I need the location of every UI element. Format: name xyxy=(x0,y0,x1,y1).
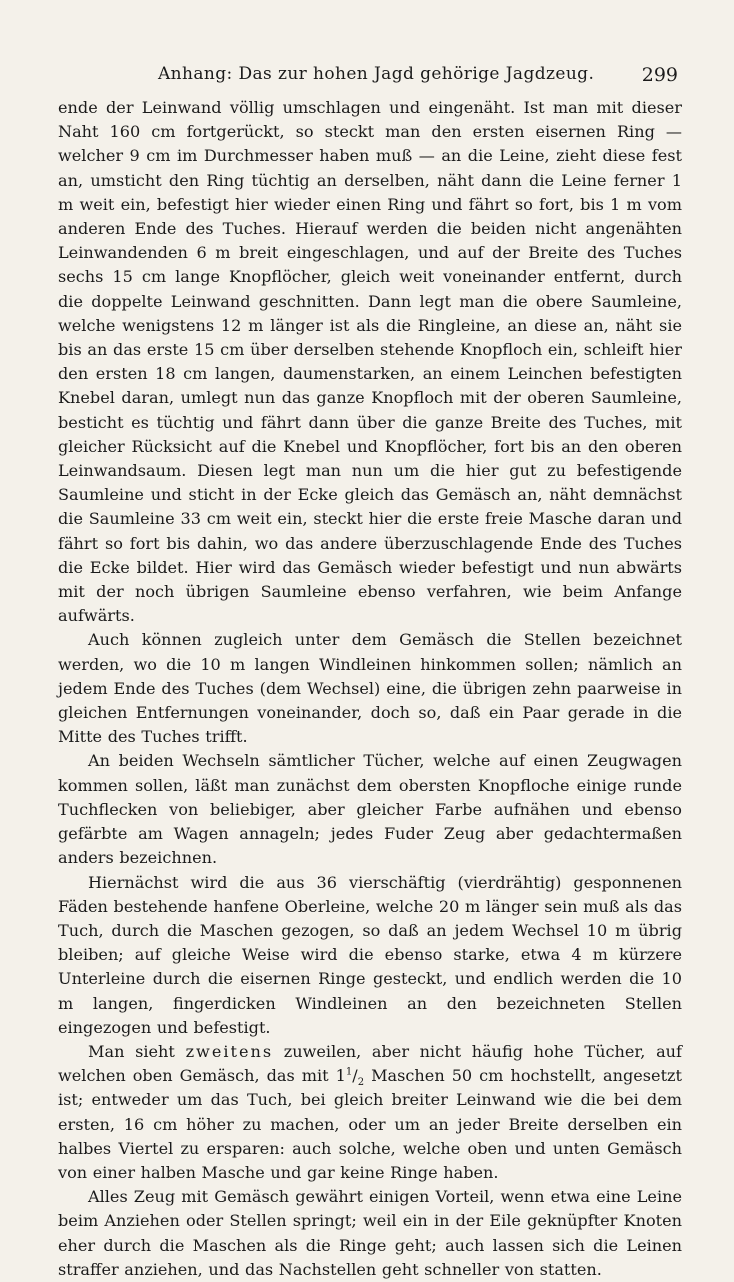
paragraph-5-end: Maschen 50 cm hochstellt, angesetzt ist; entweder um das Tuch, bei gleich breiter Leinwand wie die bei dem ersten, 16 cm höher zu machen, oder um an jeder Breite derselben ein halbes Viertel zu ersparen: auch solche, welche oben und unten Gemäsch von einer halben Masche und gar keine Ringe haben. xyxy=(58,1066,683,1182)
body-text xyxy=(58,96,682,1282)
paragraph-5-start: Man sieht xyxy=(88,1041,186,1061)
fraction-numerator: 1 xyxy=(345,1066,353,1078)
emphasized-word: zweitens xyxy=(185,1041,274,1061)
paragraph-5-middle: zuweilen, aber nicht häufig hohe Tücher, auf welchen oben Gemäsch, das mit 1 xyxy=(58,1041,683,1086)
paragraph-5 xyxy=(58,1040,682,1185)
page-number: 299 xyxy=(641,64,678,86)
paragraph-2: Auch können zugleich unter dem Gemäsch die Stellen bezeichnet werden, wo die 10 m langen Windleinen hinkommen sollen; nämlich an jedem Ende des Tuches (dem Wechsel) eine, die übrigen zehn paarweise in gleichen Entfernungen voneinander, doch so, daß ein Paar gerade in die Mitte des Tuches trifft. xyxy=(58,630,682,747)
paragraph-6: Alles Zeug mit Gemäsch gewährt einigen Vorteil, wenn etwa eine Leine beim Anziehen oder Stellen springt; weil ein in der Eile geknüpfter Knoten eher durch die Maschen als die Ringe geht; auch lassen sich die Leinen straffer anziehen, und das Nachstellen geht schneller von statten. xyxy=(58,1187,682,1279)
running-title: Anhang: Das zur hohen Jagd gehörige Jagdzeug. xyxy=(158,64,595,84)
fraction-denominator: 2 xyxy=(357,1077,365,1089)
paragraph-3: An beiden Wechseln sämtlicher Tücher, welche auf einen Zeugwagen kommen sollen, läßt man zunächst dem obersten Knopfloche einige runde Tuchflecken von beliebiger, aber gleicher Farbe aufnähen und ebenso gefärbte am Wagen annageln; jedes Fuder Zeug aber gedachtermaßen anders bezeichnen. xyxy=(58,751,682,868)
paragraph-1: ende der Leinwand völlig umschlagen und eingenäht. Ist man mit dieser Naht 160 cm fortgerückt, so steckt man den ersten eisernen Ring — welcher 9 cm im Durchmesser haben muß — an die Leine, zieht diese fest an, umsticht den Ring tüchtig an derselben, näht dann die Leine ferner 1 m weit ein, befestigt hier wieder einen Ring und fährt so fort, bis 1 m vom anderen Ende des Tuches. Hierauf werden die beiden nicht angenähten Leinwandenden 6 m breit eingeschlagen, und auf der Breite des Tuches sechs 15 cm lange Knopflöcher, gleich weit voneinander entfernt, durch die doppelte Leinwand geschnitten. Dann legt man die obere Saumleine, welche wenigstens 12 m länger ist als die Ringleine, an diese an, näht sie bis an das erste 15 cm über derselben stehende Knopfloch ein, schleift hier den ersten 18 cm langen, daumenstarken, an einem Leinchen befestigten Knebel daran, umlegt nun das ganze Knopfloch mit der oberen Saumleine, besticht es tüchtig und fährt dann über die ganze Breite des Tuches, mit gleicher Rücksicht auf die Knebel und Knopflöcher, fort bis an den oberen Leinwandsaum. Diesen legt man nun um die hier gut zu befestigende Saumleine und sticht in der Ecke gleich das Gemäsch an, näht demnächst die Saumleine 33 cm weit ein, steckt hier die erste freie Masche daran und fährt so fort bis dahin, wo das andere überzuschlagende Ende des Tuches die Ecke bildet. Hier wird das Gemäsch wieder befestigt und nun abwärts mit der noch übrigen Saumleine ebenso verfahren, wie beim Anfange aufwärts. xyxy=(58,98,682,626)
fraction-slash: / xyxy=(352,1066,358,1086)
page-header xyxy=(58,56,682,96)
paragraph-4: Hiernächst wird die aus 36 vierschäftig (vierdrähtig) gesponnenen Fäden bestehende hanfene Oberleine, welche 20 m länger sein muß als das Tuch, durch die Maschen gezogen, so daß an jedem Wechsel 10 m übrig bleiben; auf gleiche Weise wird die ebenso starke, etwa 4 m kürzere Unterleine durch die eisernen Ringe gesteckt, und endlich werden die 10 m langen, fingerdicken Windleinen an den bezeichneten Stellen eingezogen und befestigt. xyxy=(58,872,682,1037)
